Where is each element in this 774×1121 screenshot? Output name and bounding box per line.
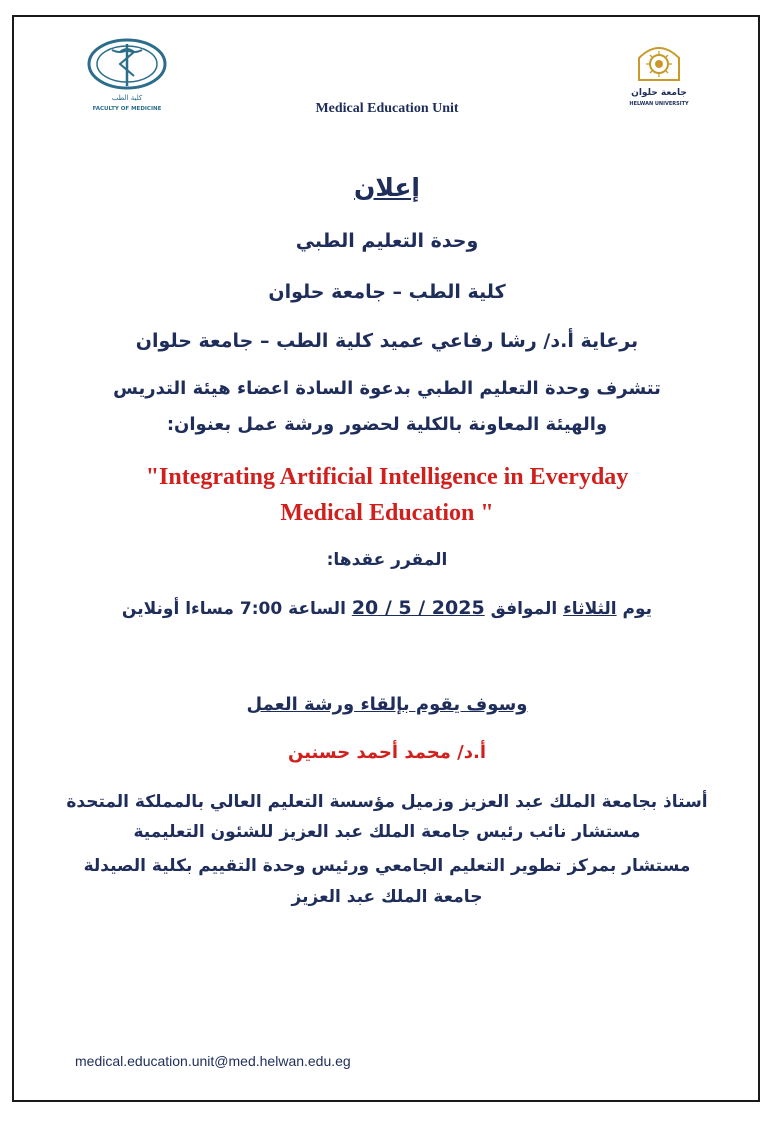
bio-line-4: جامعة الملك عبد العزيز: [291, 887, 483, 907]
logo-right-arabic: جامعة حلوان: [631, 88, 687, 98]
day-name: الثلاثاء: [563, 599, 617, 619]
workshop-date: 20 / 5 / 2025: [351, 597, 485, 619]
presenter-name: أ.د/ محمد أحمد حسنين: [288, 742, 486, 763]
workshop-title-line-1: "Integrating Artificial Intelligence in Everyday: [145, 464, 629, 490]
invitation-line-1: تتشرف وحدة التعليم الطبي بدعوة السادة اعضاء هيئة التدريس: [113, 378, 661, 399]
faculty-name-arabic: كلية الطب – جامعة حلوان: [268, 281, 506, 303]
contact-email: medical.education.unit@med.helwan.edu.eg: [75, 1053, 351, 1069]
presenter-intro: وسوف يقوم بإلقاء ورشة العمل: [246, 694, 528, 715]
workshop-time: الساعة 7:00 مساءا أونلاين: [121, 599, 346, 619]
workshop-title-line-2: Medical Education ": [280, 500, 494, 526]
date-time-line: [20, 597, 754, 619]
patronage-line: برعاية أ.د/ رشا رفاعي عميد كلية الطب – جامعة حلوان: [135, 330, 639, 352]
scheduled-label: المقرر عقدها:: [326, 550, 448, 570]
helwan-university-logo: [628, 40, 690, 110]
unit-name-arabic: وحدة التعليم الطبي: [295, 230, 479, 252]
invitation-line-2: والهيئة المعاونة بالكلية لحضور ورشة عمل بعنوان:: [166, 414, 608, 435]
bio-line-2: مستشار نائب رئيس جامعة الملك عبد العزيز للشئون التعليمية: [133, 822, 641, 842]
logo-left-arabic: كلية الطب: [111, 94, 143, 102]
date-mid: الموافق: [490, 599, 558, 619]
bio-line-1: أستاذ بجامعة الملك عبد العزيز وزميل مؤسسة التعليم العالي بالمملكة المتحدة: [66, 792, 708, 812]
announcement-title: إعلان: [354, 173, 420, 202]
date-prefix: يوم: [622, 599, 653, 619]
bio-line-3: مستشار بمركز تطوير التعليم الجامعي ورئيس وحدة التقييم بكلية الصيدلة: [83, 856, 691, 876]
logo-right-english: HELWAN UNIVERSITY: [629, 101, 689, 107]
unit-title: Medical Education Unit: [315, 101, 459, 116]
logo-left-english: FACULTY OF MEDICINE: [92, 106, 162, 112]
